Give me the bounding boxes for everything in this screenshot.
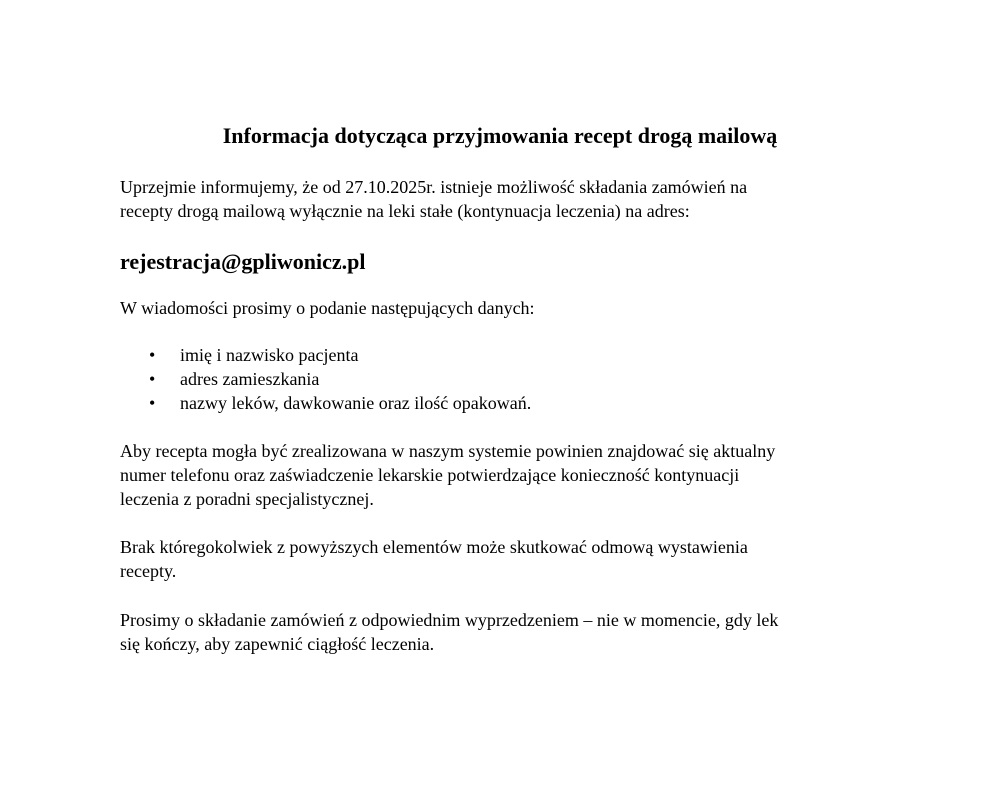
requirements-line: numer telefonu oraz zaświadczenie lekarskie potwierdzające konieczność kontynuacji (120, 465, 740, 485)
request-intro-paragraph: W wiadomości prosimy o podanie następujących danych: (120, 298, 535, 318)
intro-line: recepty drogą mailową wyłącznie na leki stałe (kontynuacja leczenia) na adres: (120, 201, 690, 221)
warning-line: Brak któregokolwiek z powyższych elementów może skutkować odmową wystawienia (120, 537, 748, 557)
advance-notice-line: się kończy, aby zapewnić ciągłość leczenia. (120, 634, 435, 654)
advance-notice-line: Prosimy o składanie zamówień z odpowiednim wyprzedzeniem – nie w momencie, gdy lek (120, 610, 779, 630)
page-title: Informacja dotycząca przyjmowania recept drogą mailową (222, 123, 778, 148)
requirements-paragraph (120, 439, 880, 511)
warning-paragraph (120, 535, 880, 583)
required-data-list (120, 343, 880, 415)
list-item-text: adres zamieszkania (180, 369, 320, 389)
intro-paragraph (120, 175, 880, 223)
intro-line: Uprzejmie informujemy, że od 27.10.2025r. istnieje możliwość składania zamówień na (120, 177, 748, 197)
list-item (120, 367, 880, 391)
bullet-icon: • (149, 393, 156, 413)
email-address: rejestracja@gpliwonicz.pl (120, 249, 366, 274)
bullet-icon: • (149, 345, 156, 365)
warning-line: recepty. (120, 561, 177, 581)
requirements-line: leczenia z poradni specjalistycznej. (120, 489, 374, 509)
list-item-text: nazwy leków, dawkowanie oraz ilość opakowań. (180, 393, 532, 413)
list-item (120, 343, 880, 367)
list-item (120, 391, 880, 415)
advance-notice-paragraph (120, 608, 880, 656)
list-item-text: imię i nazwisko pacjenta (180, 345, 359, 365)
requirements-line: Aby recepta mogła być zrealizowana w naszym systemie powinien znajdować się aktualny (120, 441, 776, 461)
bullet-icon: • (149, 369, 156, 389)
